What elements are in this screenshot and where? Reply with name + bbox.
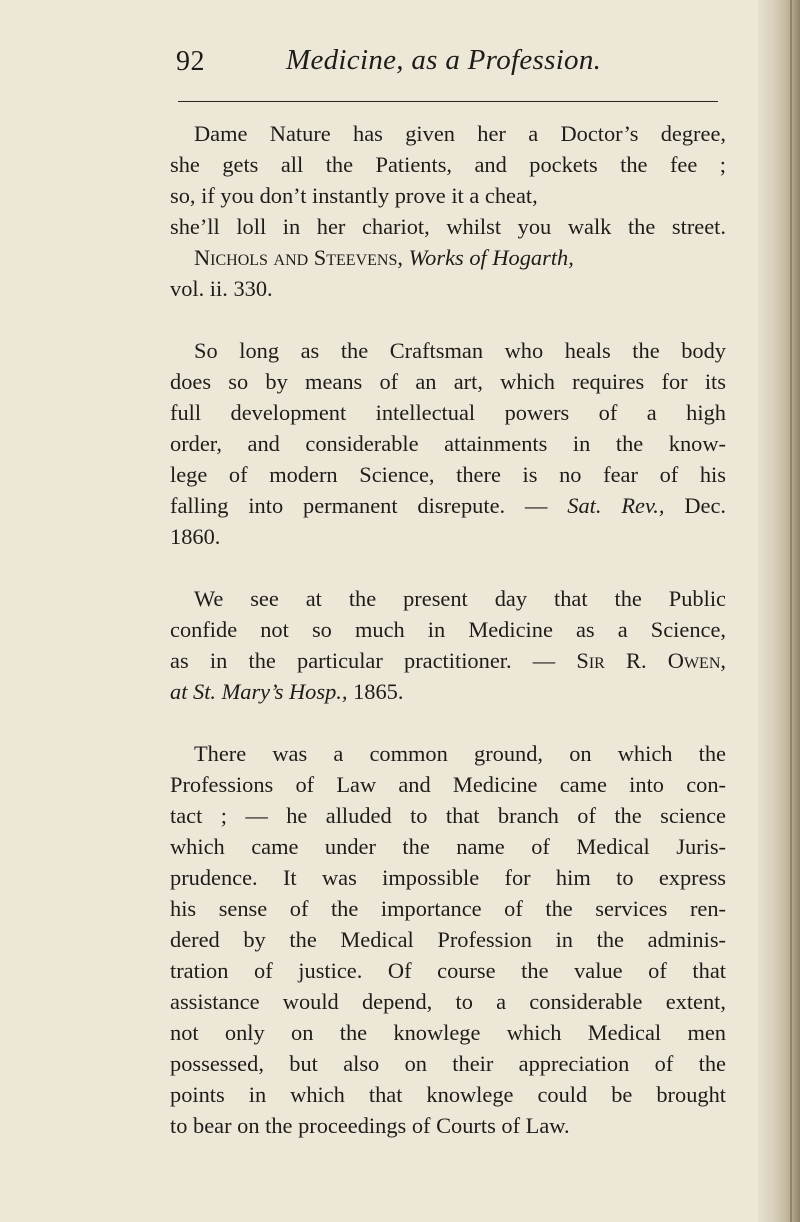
quote-line: does so by means of an art, which requires for its xyxy=(170,369,726,394)
quote-line: lege of modern Science, there is no fear of his xyxy=(170,462,726,487)
paragraph-last-line: to bear on the proceedings of Courts of Law. xyxy=(170,1113,570,1138)
verse-line: she gets all the Patients, and pockets the fee ; xyxy=(170,152,726,177)
paragraph-line: possessed, but also on their appreciation of the xyxy=(170,1051,726,1076)
verse-line: she’ll loll in her chariot, whilst you walk the street. xyxy=(170,214,726,239)
page-body xyxy=(170,118,726,1141)
running-title: Medicine, as a Profession. xyxy=(286,44,602,76)
spacer xyxy=(170,304,726,335)
source-year: 1860. xyxy=(170,524,221,549)
paragraph-line: tration of justice. Of course the value of that xyxy=(170,958,726,983)
paragraph-line: assistance would depend, to a considerable extent, xyxy=(170,989,726,1014)
paragraph-line: There was a common ground, on which the xyxy=(194,741,726,766)
quote-text-end: falling into permanent disrepute. — xyxy=(170,493,568,518)
quotation-saturday-review xyxy=(170,335,726,552)
quote-line: confide not so much in Medicine as a Science, xyxy=(170,617,726,642)
paragraph-line: dered by the Medical Profession in the adminis- xyxy=(170,927,726,952)
paragraph-line: not only on the knowlege which Medical men xyxy=(170,1020,726,1045)
verse-attribution xyxy=(170,242,726,273)
spacer xyxy=(170,552,726,583)
paragraph-line: points in which that knowlege could be brought xyxy=(170,1082,726,1107)
source-title: Sat. Rev., xyxy=(567,493,665,518)
source-year: 1865. xyxy=(347,679,404,704)
spacer xyxy=(170,707,726,738)
source-line xyxy=(170,676,726,707)
paragraph-line: tact ; — he alluded to that branch of the science xyxy=(170,803,726,828)
quote-line: We see at the present day that the Public xyxy=(194,586,726,611)
page-edge-shadow xyxy=(758,0,800,1222)
paragraph-line: Professions of Law and Medicine came into con- xyxy=(170,772,726,797)
header-rule xyxy=(178,101,718,102)
attribution-authors: Nichols and Steevens, xyxy=(194,245,403,270)
verse-line: Dame Nature has given her a Doctor’s degree, xyxy=(194,121,726,146)
source-date: Dec. xyxy=(664,493,726,518)
page-number: 92 xyxy=(176,46,205,77)
source-title: at St. Mary’s Hosp., xyxy=(170,679,348,704)
source-author: Sir R. Owen, xyxy=(576,648,726,673)
running-header xyxy=(0,46,800,86)
quote-source-line xyxy=(170,645,726,676)
quote-text-end: as in the particular practitioner. — xyxy=(170,648,577,673)
quote-source-line xyxy=(170,490,726,521)
quote-line: So long as the Craftsman who heals the body xyxy=(194,338,726,363)
quote-line: order, and considerable attainments in the know- xyxy=(170,431,726,456)
attribution-work: Works of Hogarth, xyxy=(408,245,574,270)
quote-line: full development intellectual powers of a high xyxy=(170,400,726,425)
paragraph-line: his sense of the importance of the services ren- xyxy=(170,896,726,921)
verse-quotation xyxy=(170,118,726,304)
paragraph-jurisprudence xyxy=(170,738,726,1141)
paragraph-line: which came under the name of Medical Juris- xyxy=(170,834,726,859)
paragraph-line: prudence. It was impossible for him to express xyxy=(170,865,726,890)
verse-line: so, if you don’t instantly prove it a cheat, xyxy=(170,183,538,208)
attribution-reference: vol. ii. 330. xyxy=(170,276,273,301)
quotation-owen xyxy=(170,583,726,707)
page-edge-line xyxy=(790,0,792,1222)
